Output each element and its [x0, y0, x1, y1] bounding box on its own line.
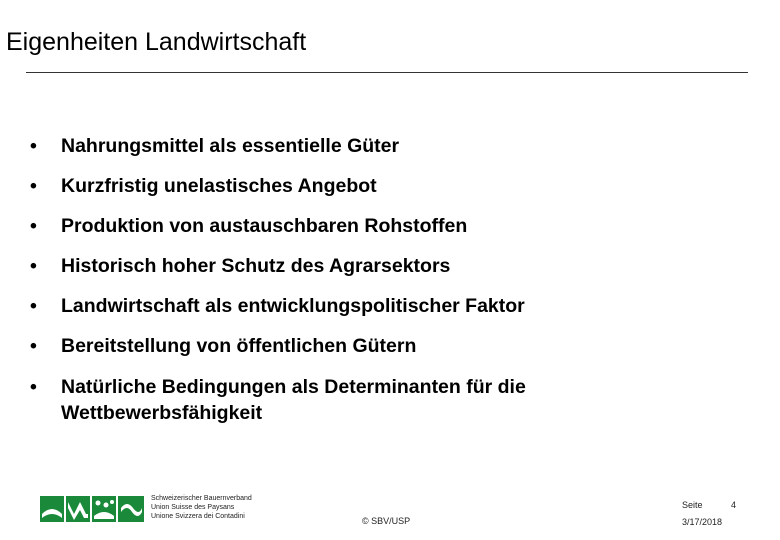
bullet-dot-icon: •: [30, 135, 37, 157]
bullet-text: Nahrungsmittel als essentielle Güter: [61, 135, 400, 157]
bullet-item: [30, 254, 661, 278]
bullet-item: [30, 134, 661, 158]
bullet-text: Kurzfristig unelastisches Angebot: [61, 175, 377, 197]
page-number: 4: [731, 500, 737, 510]
bullet-item: [30, 174, 661, 198]
bullet-dot-icon: •: [30, 215, 37, 237]
bullet-item: [30, 294, 661, 318]
bullet-text: Historisch hoher Schutz des Agrarsektors: [61, 255, 451, 277]
bullet-list: [30, 134, 661, 442]
bullet-dot-icon: •: [30, 335, 37, 357]
bullet-item: [30, 334, 661, 358]
org-line: Union Suisse des Paysans: [151, 504, 235, 511]
bullet-text: Bereitstellung von öffentlichen Gütern: [61, 335, 417, 357]
sbv-logo-icon: [40, 494, 146, 524]
title-divider: [26, 72, 748, 73]
bullet-item: [30, 214, 661, 238]
copyright-text: © SBV/USP: [362, 516, 411, 526]
slide-title: Eigenheiten Landwirtschaft: [6, 28, 307, 56]
bullet-dot-icon: •: [30, 295, 37, 317]
org-line: Unione Svizzera dei Contadini: [151, 513, 245, 520]
page-label: Seite: [682, 500, 703, 510]
bullet-dot-icon: •: [30, 376, 37, 398]
bullet-text: Landwirtschaft als entwicklungspolitischer Faktor: [61, 295, 525, 317]
bullet-dot-icon: •: [30, 175, 37, 197]
bullet-dot-icon: •: [30, 255, 37, 277]
organization-name: [151, 494, 252, 521]
slide-date: 3/17/2018: [682, 517, 723, 527]
bullet-text: Natürliche Bedingungen als Determinanten für die Wettbewerbsfähigkeit: [61, 376, 526, 424]
bullet-item: [30, 374, 661, 426]
bullet-text: Produktion von austauschbaren Rohstoffen: [61, 215, 468, 237]
org-line: Schweizerischer Bauernverband: [151, 495, 252, 502]
